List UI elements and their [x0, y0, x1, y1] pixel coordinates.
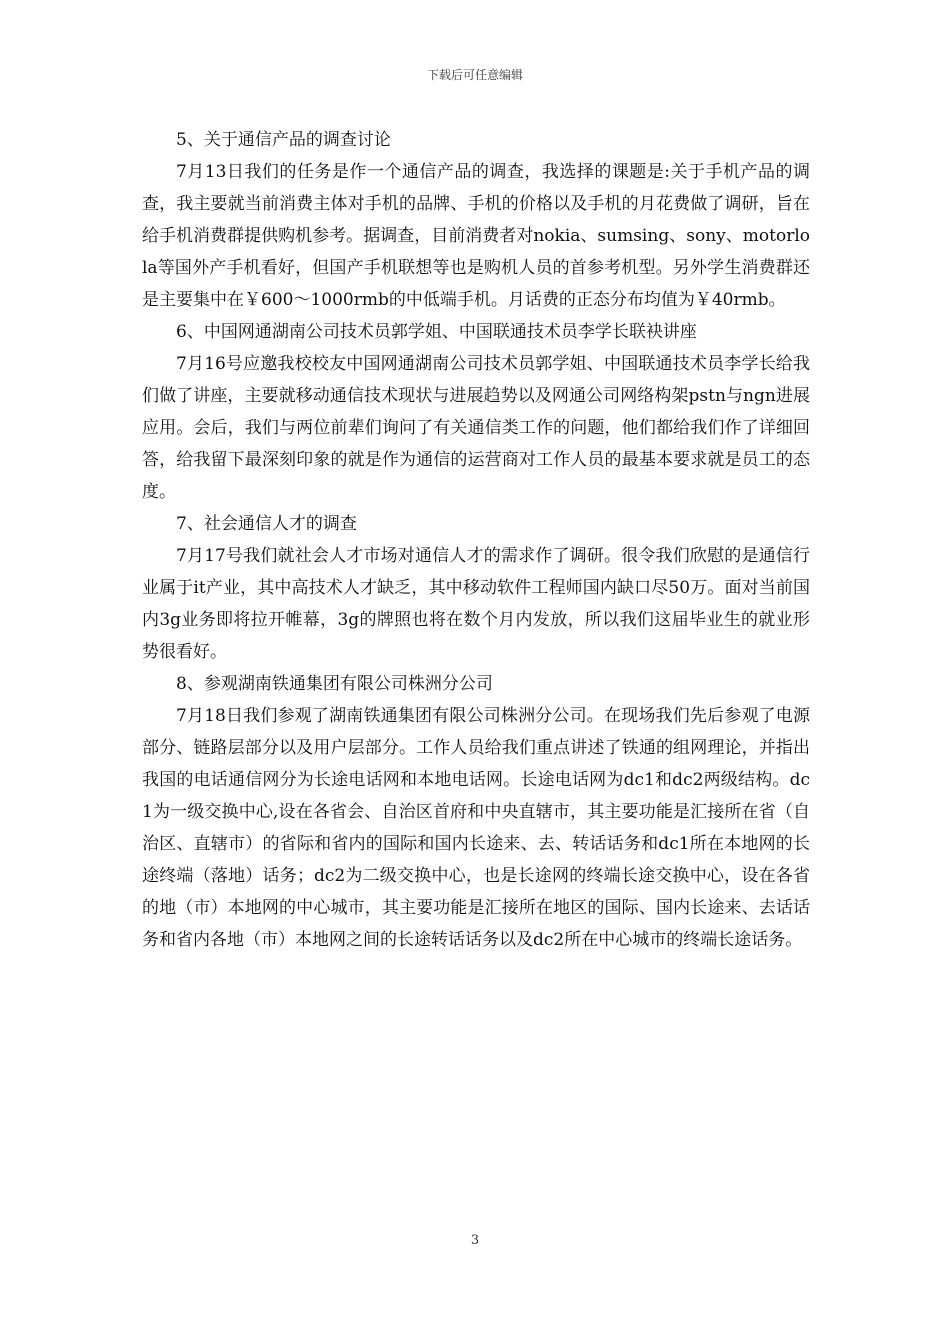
page-header: 下载后可任意编辑 [426, 68, 523, 82]
paragraph-talent-survey: 7月17号我们就社会人才市场对通信人才的需求作了调研。很令我们欣慰的是通信行业属于it产业，其中高技术人才缺乏，其中移动软件工程师国内缺口尽50万。面对当前国内3g业务即将拉开帷幕，3g的牌照也将在数个月内发放，所以我们这届毕业生的就业形势很看好。 [142, 546, 810, 662]
section-heading-6: 6、中国网通湖南公司技术员郭学姐、中国联通技术员李学长联袂讲座 [176, 322, 697, 342]
paragraph-lecture: 7月16号应邀我校校友中国网通湖南公司技术员郭学姐、中国联通技术员李学长给我们做了讲座，主要就移动通信技术现状与进展趋势以及网通公司网络构架pstn与ngn进展应用。会后，我们与两位前辈们询问了有关通信类工作的问题，他们都给我们作了详细回答，给我留下最深刻印象的就是作为通信的运营商对工作人员的最基本要求就是员工的态度。 [142, 354, 810, 502]
section-heading-5: 5、关于通信产品的调查讨论 [176, 130, 391, 150]
section-heading-7: 7、社会通信人才的调查 [176, 514, 357, 534]
paragraph-phone-survey: 7月13日我们的任务是作一个通信产品的调查，我选择的课题是:关于手机产品的调查，我主要就当前消费主体对手机的品牌、手机的价格以及手机的月花费做了调研，旨在给手机消费群提供购机参考。据调查，目前消费者对nokia、sumsing、sony、motorlola等国外产手机看好，但国产手机联想等也是购机人员的首参考机型。另外学生消费群还是主要集中在￥600～1000rmb的中低端手机。月话费的正态分布均值为￥40rmb。 [142, 162, 810, 310]
page-number: 3 [470, 1233, 480, 1248]
paragraph-company-visit: 7月18日我们参观了湖南铁通集团有限公司株洲分公司。在现场我们先后参观了电源部分、链路层部分以及用户层部分。工作人员给我们重点讲述了铁通的组网理论，并指出我国的电话通信网分为长途电话网和本地电话网。长途电话网为dc1和dc2两级结构。dc1为一级交换中心,设在各省会、自治区首府和中央直辖市，其主要功能是汇接所在省（自治区、直辖市）的省际和省内的国际和国内长途来、去、转话话务和dc1所在本地网的长途终端（落地）话务；dc2为二级交换中心，也是长途网的终端长途交换中心，设在各省的地（市）本地网的中心城市，其主要功能是汇接所在地区的国际、国内长途来、去话话务和省内各地（市）本地网之间的长途转话话务以及dc2所在中心城市的终端长途话务。 [142, 706, 810, 950]
document-body [142, 124, 810, 956]
section-heading-8: 8、参观湖南铁通集团有限公司株洲分公司 [176, 674, 493, 694]
